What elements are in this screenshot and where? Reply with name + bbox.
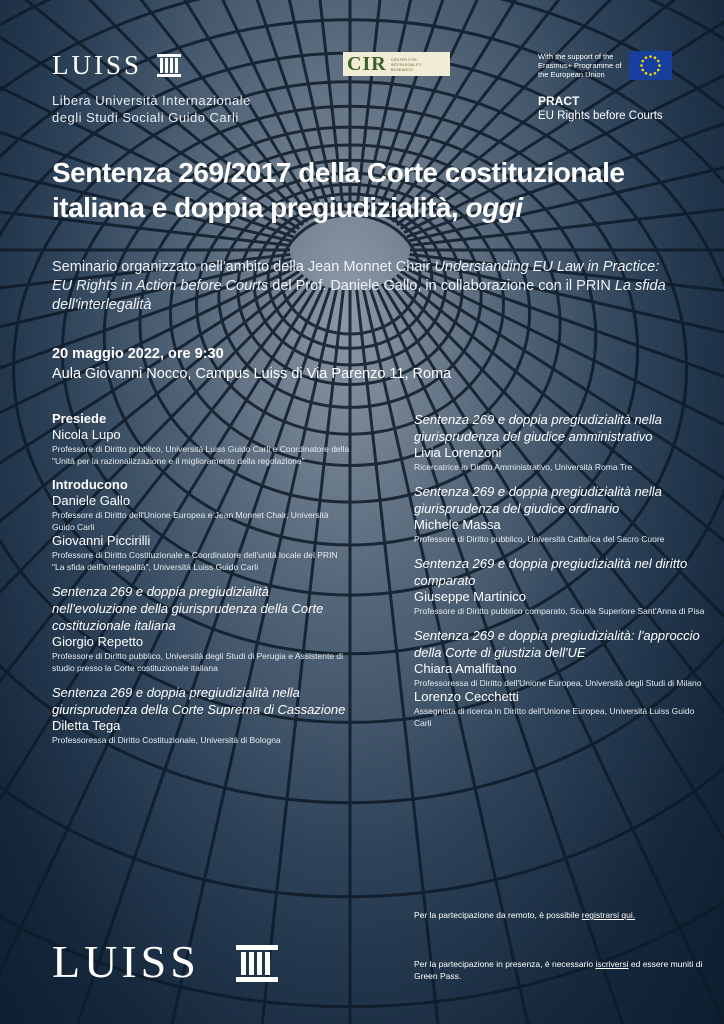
presence-participation-note (414, 958, 704, 982)
speaker-name: Nicola Lupo (52, 427, 121, 442)
speaker-name: Diletta Tega (52, 718, 121, 733)
title-line-1: Sentenza 269/2017 della Corte costituzionale (52, 157, 625, 188)
program-right-column (414, 411, 714, 729)
speaker-affiliation: Professore di Diritto pubblico, Università Luiss Guido Carli e Coordinatore della "Unità per la razionalizzazione e il miglioramento della regolazione" (52, 444, 350, 466)
introducono-label: Introducono (52, 477, 128, 492)
columns-icon (156, 52, 182, 78)
register-link[interactable]: registrarsi qui. (581, 910, 636, 920)
seminar-description (52, 258, 672, 315)
luiss-logo-top: LUISS (52, 50, 143, 80)
speaker-name: Giovanni Piccirilli (52, 533, 151, 548)
presiede-label: Presiede (52, 411, 107, 426)
university-line-2: degli Studi Sociali Guido Carli (52, 110, 239, 125)
luiss-logo-bottom: LUISS (52, 936, 200, 987)
cir-logo-text: CIR (347, 52, 387, 75)
speaker-affiliation: Professore di Diritto Costituzionale e Coordinatore dell'unità locale del PRIN "La sfida dell'interlegalità", Università Luiss Guido Carli (52, 550, 338, 572)
cir-logo-subtext: CENTER FOR INTERLEGALITY RESEARCH (390, 56, 422, 72)
presence-text-1: Per la partecipazione in presenza, è necessario (414, 959, 596, 969)
cir-logo (343, 52, 450, 76)
title-line-2-regular: italiana e doppia pregiudizialità, (52, 192, 466, 223)
talk-title: Sentenza 269 e doppia pregiudizialità nel diritto comparato (414, 556, 688, 588)
speaker-affiliation: Professoressa di Diritto Costituzionale, Università di Bologna (52, 735, 281, 745)
remote-participation-note (414, 909, 704, 921)
university-name (52, 92, 251, 126)
title-line-2 (52, 190, 692, 225)
speaker-name: Chiara Amalfitano (414, 661, 517, 676)
speaker-name: Giorgio Repetto (52, 634, 144, 649)
speaker-name: Michele Massa (414, 517, 501, 532)
program-left-column (52, 411, 352, 746)
speaker-affiliation: Assegnista di ricerca in Diritto dell'Unione Europea, Università Luiss Guido Carli (414, 706, 695, 728)
erasmus-support-text: With the support of the Erasmus+ Programme of the European Union (538, 52, 622, 79)
speaker-affiliation: Professore di Diritto pubblico comparato, Scuola Superiore Sant'Anna di Pisa (414, 606, 705, 616)
main-title (52, 155, 692, 225)
talk-title: Sentenza 269 e doppia pregiudizialità nella giurisprudenza del giudice ordinario (414, 484, 662, 516)
speaker-name: Daniele Gallo (52, 493, 131, 508)
speaker-affiliation: Professore di Diritto pubblico, Università degli Studi di Perugia e Assistente di studio presso la Corte costituzionale italiana (52, 651, 344, 673)
speaker-name: Livia Lorenzoni (414, 445, 502, 460)
event-date: 20 maggio 2022, ore 9:30 (52, 346, 224, 362)
talk-title: Sentenza 269 e doppia pregiudizialità: l'approccio della Corte di giustizia dell'UE (414, 628, 700, 660)
speaker-affiliation: Ricercatrice in Diritto Amministrativo, Università Roma Tre (414, 462, 633, 472)
remote-text: Per la partecipazione da remoto, è possibile (414, 910, 582, 920)
talk-title: Sentenza 269 e doppia pregiudizialità nell'evoluzione della giurisprudenza della Corte costituzionale italiana (52, 584, 324, 633)
speaker-name: Lorenzo Cecchetti (414, 689, 519, 704)
talk-title: Sentenza 269 e doppia pregiudizialità nella giurisprudenza della Corte Suprema di Cassazione (52, 685, 346, 717)
presence-text-2: ed essere muniti di Green Pass. (414, 959, 703, 981)
speaker-affiliation: Professore di Diritto dell'Unione Europea e Jean Monnet Chair, Università Guido Carli (52, 510, 329, 532)
speaker-affiliation: Professoressa di Diritto dell'Unione Europea, Università degli Studi di Milano (414, 678, 702, 688)
event-venue: Aula Giovanni Nocco, Campus Luiss di Via Parenzo 11, Roma (52, 366, 452, 382)
title-line-2-italic: oggi (465, 192, 523, 223)
pract-subtitle: EU Rights before Courts (538, 110, 663, 122)
description-chair-name: Understanding EU Law in Practice: EU Rights in Action before Courts (52, 259, 660, 294)
talk-title: Sentenza 269 e doppia pregiudizialità nella giurisprudenza del giudice amministrativo (414, 412, 662, 444)
description-part-1: Seminario organizzato nell'ambito della Jean Monnet Chair (52, 259, 435, 275)
university-line-1: Libera Università Internazionale (52, 93, 251, 108)
enroll-link[interactable]: iscriversi (595, 959, 629, 969)
pract-title: PRACT (538, 94, 580, 108)
description-part-3: del Prof. Daniele Gallo, in collaborazione con il PRIN (268, 278, 615, 294)
columns-icon (235, 943, 279, 983)
description-prin-name: La sfida dell'interlegalità (52, 278, 666, 313)
eu-flag-icon (629, 51, 672, 80)
speaker-affiliation: Professore di Diritto pubblico, Università Cattolica del Sacro Cuore (414, 534, 665, 544)
speaker-name: Giuseppe Martinico (414, 589, 526, 604)
